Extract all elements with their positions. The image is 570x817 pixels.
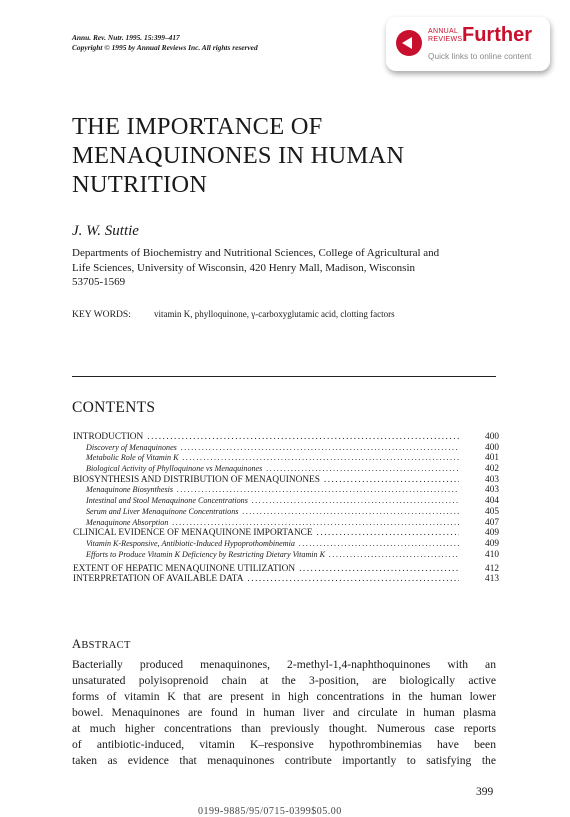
- article-title: [72, 112, 492, 199]
- toc-leader-dots: [317, 528, 459, 538]
- toc-entry-page: 400: [485, 432, 499, 442]
- abstract-line: bowel. Menaquinones are found in human liver and circulate in human plasma: [72, 706, 496, 719]
- toc-entry-label: Serum and Liver Menaquinone Concentrations: [86, 506, 239, 516]
- toc-entry: [73, 574, 499, 585]
- toc-entry: [73, 432, 499, 443]
- affiliation-line-1: Departments of Biochemistry and Nutritional Sciences, College of Agricultural and: [72, 247, 440, 259]
- toc-entry-page: 410: [485, 549, 499, 560]
- toc-leader-dots: [242, 507, 459, 516]
- abstract-heading: ABSTRACT: [72, 637, 131, 651]
- title-line-2: MENAQUINONES IN HUMAN: [72, 142, 405, 169]
- toc-entry-page: 413: [485, 574, 499, 585]
- toc-entry-page: 400: [485, 442, 499, 453]
- badge-further-word: Further: [462, 24, 532, 46]
- toc-leader-dots: [177, 485, 459, 494]
- toc-entry: [73, 518, 499, 529]
- further-links-badge[interactable]: [386, 17, 550, 71]
- keywords: [72, 309, 395, 320]
- toc-entry-label: INTRODUCTION: [73, 432, 144, 442]
- title-line-1: THE IMPORTANCE OF: [72, 113, 323, 140]
- toc-entry: [73, 453, 499, 464]
- abstract-line: at much higher concentrations than previously thought. Numerous case reports: [72, 722, 496, 735]
- table-of-contents: [73, 432, 499, 585]
- toc-entry: [73, 550, 499, 561]
- toc-entry-label: Efforts to Produce Vitamin K Deficiency by Restricting Dietary Vitamin K: [86, 549, 326, 559]
- toc-entry-label: Menaquinone Absorption: [86, 517, 169, 527]
- toc-entry: [73, 539, 499, 550]
- author-name: J. W. Suttie: [72, 223, 139, 239]
- citation-line-1: Annu. Rev. Nutr. 1995. 15:399–417: [72, 33, 180, 42]
- affiliation-line-3: 53705-1569: [72, 276, 126, 288]
- keywords-values: vitamin K, phylloquinone, γ-carboxyglutamic acid, clotting factors: [154, 309, 395, 319]
- toc-leader-dots: [324, 475, 459, 485]
- toc-entry-page: 407: [485, 517, 499, 528]
- footer-code: 0199-9885/95/0715-0399$05.00: [198, 806, 342, 817]
- abstract-line: Bacterially produced menaquinones, 2-methyl-1,4-naphthoquinones with an: [72, 658, 496, 671]
- title-line-3: NUTRITION: [72, 171, 208, 198]
- section-divider: [72, 376, 496, 377]
- toc-entry-label: EXTENT OF HEPATIC MENAQUINONE UTILIZATION: [73, 563, 296, 574]
- badge-org-name: ANNUAL REVIEWS: [428, 28, 463, 43]
- toc-entry-page: 405: [485, 506, 499, 517]
- toc-leader-dots: [266, 464, 459, 473]
- toc-leader-dots: [182, 453, 459, 462]
- toc-entry-label: BIOSYNTHESIS AND DISTRIBUTION OF MENAQUINONES: [73, 474, 320, 485]
- toc-entry-label: Biological Activity of Phylloquinone vs Menaquinones: [86, 464, 263, 474]
- toc-entry-label: Discovery of Menaquinones: [86, 442, 177, 452]
- affiliation-line-2: Life Sciences, University of Wisconsin, 420 Henry Mall, Madison, Wisconsin: [72, 261, 416, 274]
- toc-entry: [73, 496, 499, 507]
- toc-entry: [73, 507, 499, 518]
- toc-entry-page: 404: [485, 496, 499, 507]
- author-affiliation: [72, 246, 502, 290]
- page-number: 399: [476, 786, 494, 798]
- citation-line-2: Copyright © 1995 by Annual Reviews Inc. All rights reserved: [72, 43, 258, 52]
- toc-entry: [73, 443, 499, 454]
- toc-leader-dots: [299, 539, 459, 548]
- toc-entry-page: 409: [485, 538, 499, 549]
- toc-leader-dots: [247, 574, 459, 584]
- toc-entry-page: 402: [485, 464, 499, 475]
- toc-entry-label: CLINICAL EVIDENCE OF MENAQUINONE IMPORTANCE: [73, 528, 313, 539]
- toc-entry-label: Metabolic Role of Vitamin K: [86, 453, 179, 463]
- toc-entry-label: Intestinal and Stool Menaquinone Concentrations: [86, 496, 248, 506]
- toc-leader-dots: [299, 564, 459, 574]
- keywords-label: KEY WORDS:: [72, 309, 131, 320]
- toc-entry-page: 403: [485, 474, 499, 485]
- contents-heading: CONTENTS: [72, 399, 156, 416]
- toc-leader-dots: [329, 550, 459, 559]
- journal-citation: [72, 33, 258, 53]
- abstract-line: forms of vitamin K that are present in high concentrations in the human lower: [72, 690, 496, 703]
- abstract-line: taken as evidence that menaquinones contribute importantly to satisfying the: [72, 754, 496, 767]
- toc-entry-label: Vitamin K-Responsive, Antibiotic-Induced Hypoprothombinemia: [86, 538, 295, 548]
- abstract-line: unsaturated polyisoprenoid chain at the 3-position, are biologically active: [72, 674, 496, 687]
- toc-entry-page: 401: [485, 453, 499, 464]
- toc-entry: [73, 485, 499, 496]
- badge-subtitle: Quick links to online content: [428, 51, 532, 61]
- toc-leader-dots: [252, 496, 459, 505]
- toc-entry: [73, 475, 499, 486]
- toc-entry-page: 412: [485, 563, 499, 574]
- toc-leader-dots: [147, 432, 459, 442]
- toc-entry-page: 403: [485, 485, 499, 496]
- toc-leader-dots: [172, 518, 459, 527]
- toc-entry-label: Menaquinone Biosynthesis: [86, 485, 173, 495]
- abstract-line: of antibiotic-induced, vitamin K–responsive hypothrombinemias have been: [72, 738, 496, 751]
- play-left-arrow-icon: [396, 30, 422, 56]
- toc-entry-label: INTERPRETATION OF AVAILABLE DATA: [73, 574, 244, 585]
- toc-entry-page: 409: [485, 528, 499, 539]
- toc-entry: [73, 528, 499, 539]
- abstract-text: [72, 657, 496, 769]
- toc-entry: [73, 564, 499, 575]
- toc-entry: [73, 464, 499, 475]
- toc-leader-dots: [181, 443, 459, 452]
